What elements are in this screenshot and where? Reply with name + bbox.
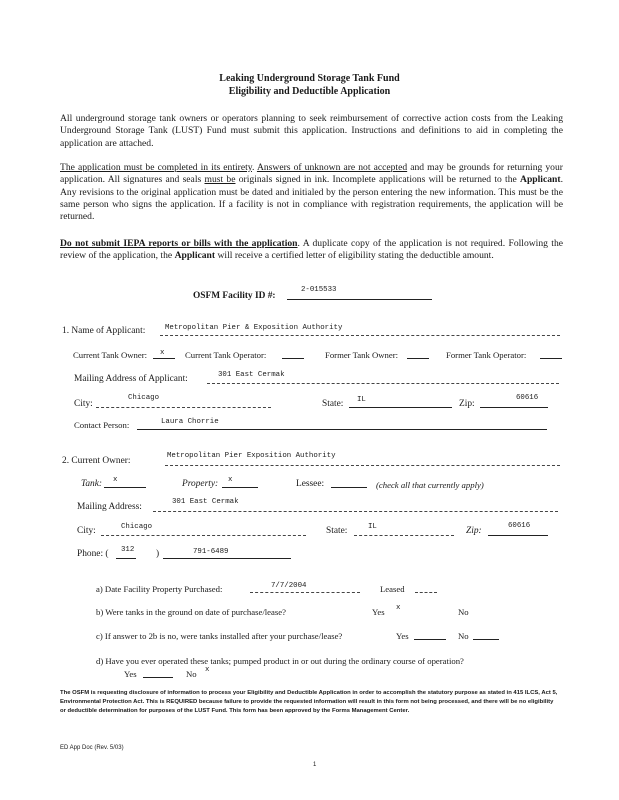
zip-label: Zip:	[459, 399, 475, 409]
question-d-no-label: No	[186, 669, 197, 679]
question-b-label: b) Were tanks in the ground on date of purchase/lease?	[96, 607, 286, 617]
property-label: Property:	[182, 479, 219, 489]
lessee-line	[331, 487, 367, 488]
paragraph-text: . A duplicate copy of the application is not required. Following the review of the application, the	[60, 238, 563, 262]
current-tank-operator-line	[282, 358, 304, 359]
city-label: City:	[74, 399, 93, 409]
question-a-label: a) Date Facility Property Purchased:	[96, 584, 223, 594]
owner-city-value[interactable]: Chicago	[121, 523, 153, 531]
phone-close-paren: )	[156, 549, 160, 559]
current-tank-owner-label: Current Tank Owner:	[73, 350, 148, 360]
owner-zip-value[interactable]: 60616	[508, 522, 531, 530]
mailing-address-label: Mailing Address of Applicant:	[74, 374, 188, 384]
applicant-name-line	[160, 335, 560, 336]
contact-person-value[interactable]: Laura Chorrie	[161, 418, 219, 426]
form-subtitle: Eligibility and Deductible Application	[228, 86, 391, 97]
question-a-value[interactable]: 7/7/2004	[271, 582, 307, 590]
owner-state-line	[354, 535, 454, 536]
city-line	[96, 407, 271, 408]
intro-paragraph: All underground storage tank owners or operators planning to seek reimbursement of corrective action costs from the Leaking Underground Storage Tank (LUST) Fund must submit this application. Instructions and definitions to aid in completing the application are attached.	[60, 113, 563, 149]
property-line	[222, 487, 258, 488]
phone-label: Phone: (	[77, 549, 109, 559]
paragraph-text: . Any revisions to the original application must be dated and initialed by the person entering the new information. This must be the same person who signs the application. If a facility is not in compliance with registration requirements, the application will be returned.	[60, 174, 563, 223]
check-note: (check all that currently apply)	[376, 480, 484, 490]
current-tank-operator-label: Current Tank Operator:	[185, 350, 267, 360]
page-number: 1	[313, 762, 317, 768]
question-c-no-label: No	[458, 631, 469, 641]
contact-person-line	[137, 429, 547, 430]
underlined-text: Answers of unknown are not accepted	[256, 162, 408, 173]
zip-value[interactable]: 60616	[516, 394, 539, 402]
owner-city-label: City:	[77, 526, 96, 536]
former-tank-operator-label: Former Tank Operator:	[446, 350, 527, 360]
form-code: ED App Doc (Rev. 5/03)	[60, 745, 124, 751]
owner-city-line	[101, 535, 306, 536]
state-label: State:	[322, 399, 344, 409]
state-line	[349, 407, 452, 408]
owner-mailing-label: Mailing Address:	[77, 502, 142, 512]
current-tank-owner-line	[153, 358, 175, 359]
zip-line	[480, 407, 548, 408]
tank-mark[interactable]: x	[113, 476, 118, 484]
phone-area-value[interactable]: 312	[121, 546, 135, 554]
owner-mailing-value[interactable]: 301 East Cermak	[172, 498, 239, 506]
owner-mailing-line	[153, 511, 558, 512]
osfm-id-line	[287, 299, 432, 300]
osfm-id-value[interactable]: 2-015533	[301, 286, 337, 294]
current-owner-line	[165, 465, 560, 466]
current-tank-owner-mark[interactable]: x	[160, 349, 165, 357]
question-c-yes-label: Yes	[396, 631, 409, 641]
instructions-paragraph	[60, 162, 563, 223]
disclosure-notice: The OSFM is requesting disclosure of information to process your Eligibility and Deductible Application in order to accomplish the statutory purpose as stated in 415 ILCS, Act 5, Environmental Protection Act. This is REQUIRED because failure to provide the requested information will result in this form not being processed, and there will be no eligibility or deductible determination for purposes of the LUST Fund. This form has been approved by the Forms Management Center.	[60, 690, 558, 714]
phone-number-line	[163, 558, 291, 559]
tank-line	[104, 487, 146, 488]
owner-state-label: State:	[326, 526, 348, 536]
bold-text: Applicant	[174, 250, 216, 262]
former-tank-owner-label: Former Tank Owner:	[325, 350, 399, 360]
form-title: Leaking Underground Storage Tank Fund	[219, 73, 400, 84]
phone-area-line	[116, 558, 136, 559]
former-tank-operator-line	[540, 358, 562, 359]
owner-zip-label: Zip:	[466, 526, 482, 536]
reports-paragraph	[60, 238, 563, 263]
lessee-label: Lessee:	[296, 479, 325, 489]
osfm-id-label: OSFM Facility ID #:	[193, 291, 276, 301]
underlined-text: must be	[204, 174, 236, 186]
state-value[interactable]: IL	[357, 396, 366, 404]
question-c-no-line	[473, 639, 499, 640]
question-a-line	[250, 592, 360, 593]
question-b-yes-label: Yes	[372, 607, 385, 617]
bold-underlined-text: Do not submit IEPA reports or bills with the application	[60, 238, 298, 249]
paragraph-text: originals signed in ink. Incomplete applications will be returned to the	[235, 174, 521, 186]
property-mark[interactable]: x	[228, 476, 233, 484]
bold-text: Applicant	[520, 174, 561, 186]
question-b-yes-mark[interactable]: x	[396, 604, 401, 612]
applicant-name-value[interactable]: Metropolitan Pier & Exposition Authority	[165, 324, 343, 332]
question-c-yes-line	[414, 639, 446, 640]
owner-zip-line	[488, 535, 548, 536]
contact-person-label: Contact Person:	[74, 420, 130, 430]
city-value[interactable]: Chicago	[128, 394, 160, 402]
question-d-yes-line	[143, 677, 173, 678]
tank-label: Tank:	[81, 479, 103, 489]
paragraph-text: .	[251, 162, 257, 173]
owner-state-value[interactable]: IL	[368, 523, 377, 531]
question-a-leased-label: Leased	[380, 584, 405, 594]
current-owner-value[interactable]: Metropolitan Pier Exposition Authority	[167, 452, 336, 460]
paragraph-text: and may be grounds for returning your application. All signatures and seals	[60, 162, 563, 186]
question-c-label: c) If answer to 2b is no, were tanks installed after your purchase/lease?	[96, 631, 343, 641]
question-d-label: d) Have you ever operated these tanks; pumped product in or out during the ordinary course of operation?	[96, 656, 464, 666]
mailing-address-value[interactable]: 301 East Cermak	[218, 371, 285, 379]
question-d-no-mark[interactable]: x	[205, 666, 210, 674]
mailing-address-line	[207, 383, 559, 384]
underlined-text: The application must be completed in its entirety	[60, 162, 252, 173]
question-b-no-label: No	[458, 607, 469, 617]
question-a-leased-line	[415, 592, 437, 593]
current-owner-label: 2. Current Owner:	[62, 456, 131, 466]
former-tank-owner-line	[407, 358, 429, 359]
question-d-yes-label: Yes	[124, 669, 137, 679]
phone-number-value[interactable]: 791-6489	[193, 548, 229, 556]
applicant-name-label: 1. Name of Applicant:	[62, 326, 146, 336]
paragraph-text: will receive a certified letter of eligibility stating the deductible amount.	[215, 250, 494, 262]
